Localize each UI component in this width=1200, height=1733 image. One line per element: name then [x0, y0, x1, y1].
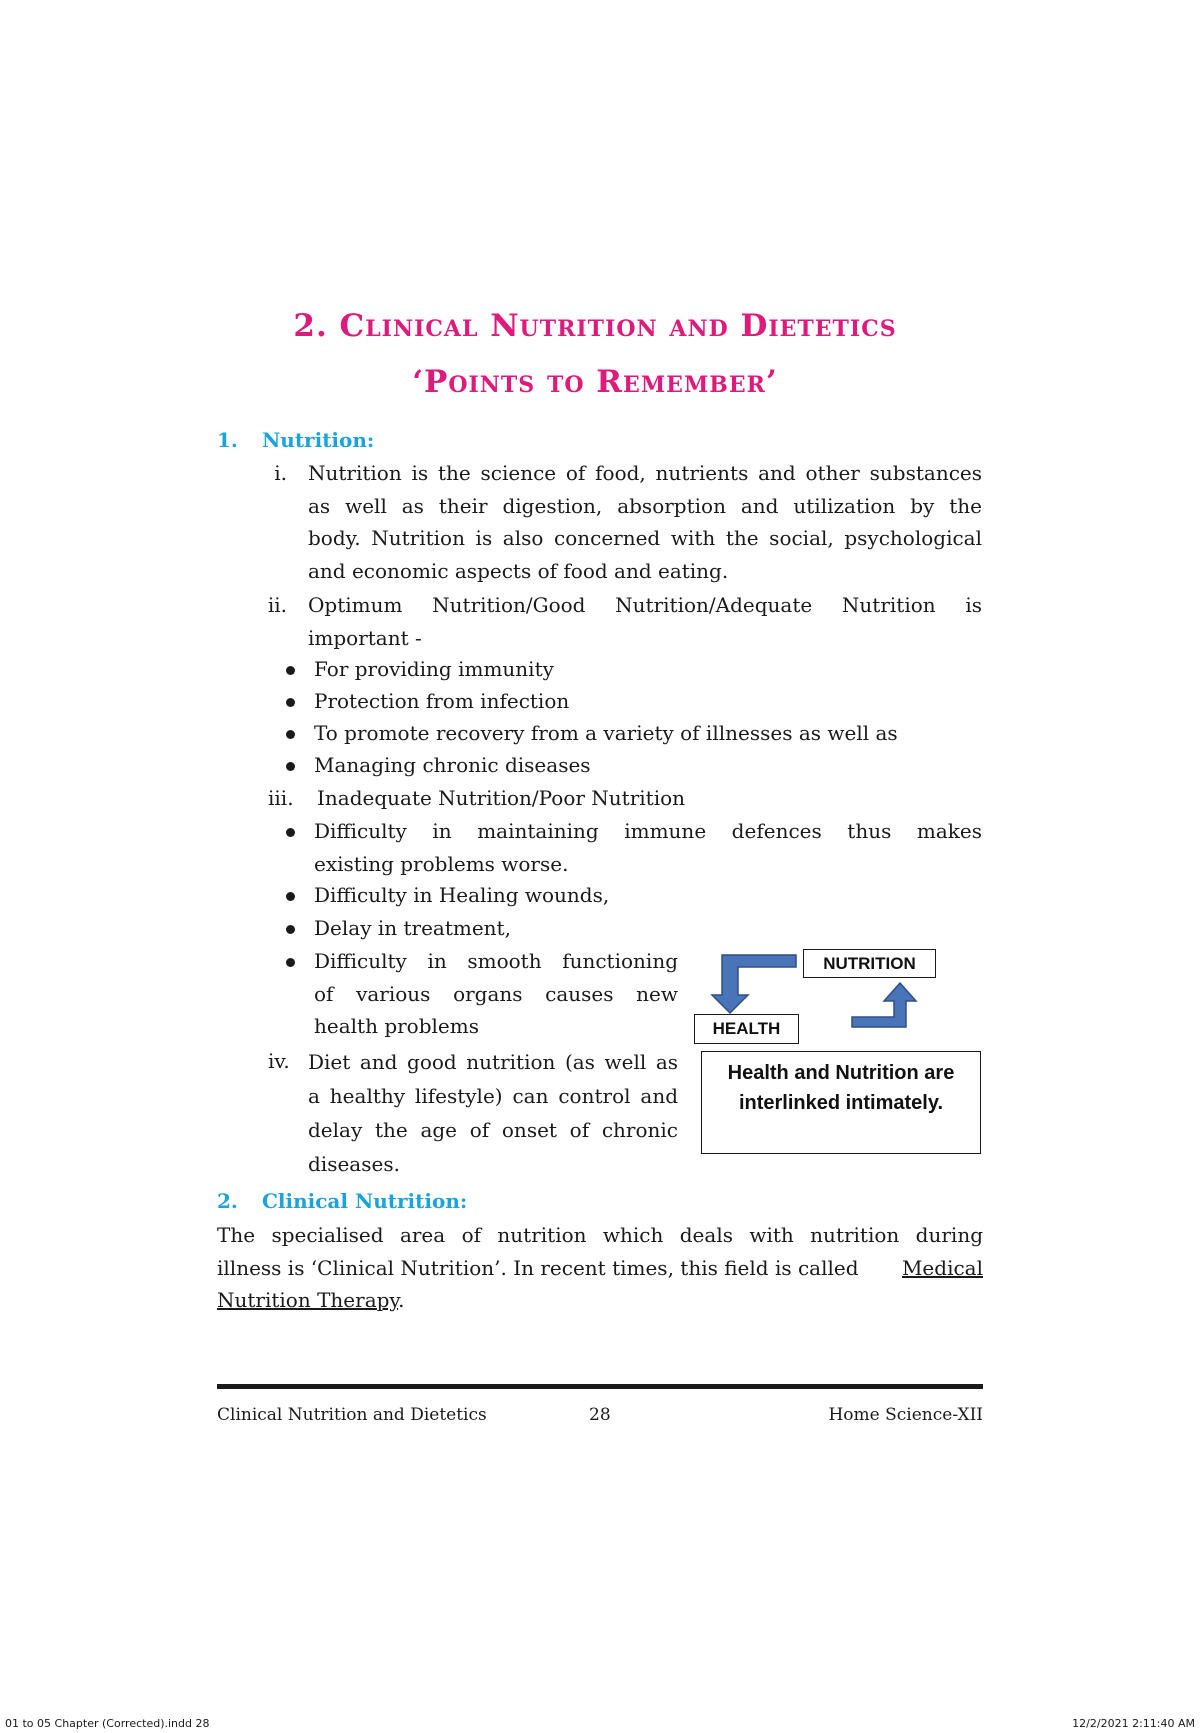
slug-right: 12/2/2021 2:11:40 AM — [1072, 1717, 1195, 1730]
bullet-dot — [286, 925, 295, 934]
bullet-dot — [286, 892, 295, 901]
slug-left: 01 to 05 Chapter (Corrected).indd 28 — [5, 1717, 210, 1730]
arrow-down-left-icon — [712, 955, 796, 1013]
section-2-line-3-end: . — [398, 1288, 405, 1312]
health-label: HEALTH — [694, 1014, 799, 1044]
arrow-up-right-icon — [852, 983, 916, 1027]
list-item-line: of various organs causes new — [314, 981, 678, 1006]
list-item: Managing chronic diseases — [314, 753, 591, 777]
footer-left: Clinical Nutrition and Dietetics — [217, 1405, 487, 1425]
list-item-line: health problems — [314, 1014, 479, 1038]
section-2-line-2-text: illness is ‘Clinical Nutrition’. In recent times, this field is called — [217, 1255, 859, 1280]
item-iii-text: Inadequate Nutrition/Poor Nutrition — [317, 786, 686, 810]
item-i-line-2: as well as their digestion, absorption and utilization by the — [308, 493, 982, 518]
section-2-line-1: The specialised area of nutrition which deals with nutrition during — [217, 1223, 983, 1247]
bullet-dot — [286, 828, 295, 837]
section-1-title: Nutrition: — [262, 428, 375, 452]
list-item — [314, 815, 982, 880]
item-ii-line-2: important - — [308, 625, 422, 650]
bullet-dot — [286, 958, 295, 967]
list-item-line: Difficulty in maintaining immune defences thus makes — [314, 819, 982, 843]
section-1-heading — [217, 428, 374, 452]
bullet-dot — [286, 730, 295, 739]
list-item: Delay in treatment, — [314, 916, 511, 940]
item-iv-line-4: diseases. — [308, 1152, 400, 1176]
list-item: To promote recovery from a variety of illnesses as well as — [314, 721, 898, 745]
chapter-title: 2. Clinical Nutrition and Dietetics — [293, 308, 897, 344]
nutrition-therapy-link-part: Nutrition Therapy — [217, 1288, 399, 1312]
list-item-line: existing problems worse. — [314, 851, 569, 876]
list-item: For providing immunity — [314, 657, 554, 681]
item-i-line-4: and economic aspects of food and eating. — [308, 558, 729, 583]
list-item-line: Difficulty in smooth functioning — [314, 949, 678, 973]
nutrition-label: NUTRITION — [803, 949, 936, 978]
footer-rule — [217, 1384, 983, 1389]
section-2-paragraph — [217, 1219, 983, 1317]
item-iv-line-1: Diet and good nutrition (as well as — [308, 1050, 678, 1074]
footer-right: Home Science-XII — [828, 1405, 983, 1425]
item-i-marker: i. — [274, 461, 287, 485]
item-iv-line-2: a healthy lifestyle) can control and — [308, 1084, 678, 1108]
item-iv-text — [308, 1045, 678, 1181]
caption-line-1: Health and Nutrition are — [727, 1062, 955, 1084]
list-item — [314, 945, 678, 1043]
caption-line-2: interlinked intimately. — [738, 1092, 944, 1114]
section-2-line-3 — [217, 1284, 983, 1317]
section-2-title: Clinical Nutrition: — [262, 1189, 468, 1213]
list-item: Protection from infection — [314, 689, 570, 713]
section-2-heading — [217, 1189, 467, 1213]
item-ii-marker: ii. — [267, 593, 287, 617]
item-ii-text — [308, 589, 982, 654]
bullet-dot — [286, 666, 295, 675]
chapter-subtitle: ‘Points to Remember’ — [412, 364, 778, 400]
item-ii-line-1: Optimum Nutrition/Good Nutrition/Adequate Nutrition is — [308, 593, 982, 617]
caption-box — [701, 1051, 981, 1154]
item-i-line-1: Nutrition is the science of food, nutrients and other substances — [308, 461, 982, 485]
page-number: 28 — [589, 1405, 611, 1425]
item-i-text — [308, 457, 982, 587]
section-2-line-2 — [217, 1252, 983, 1285]
bullet-dot — [286, 762, 295, 771]
section-2-number: 2. — [217, 1189, 238, 1213]
item-i-line-3: body. Nutrition is also concerned with the social, psychological — [308, 526, 982, 550]
bullet-dot — [286, 698, 295, 707]
item-iv-marker: iv. — [268, 1049, 290, 1073]
list-item: Difficulty in Healing wounds, — [314, 883, 610, 907]
item-iv-line-3: delay the age of onset of chronic — [308, 1118, 678, 1142]
section-1-number: 1. — [217, 428, 238, 452]
item-iii-marker: iii. — [268, 786, 294, 810]
medical-link-part: Medical — [901, 1255, 983, 1280]
